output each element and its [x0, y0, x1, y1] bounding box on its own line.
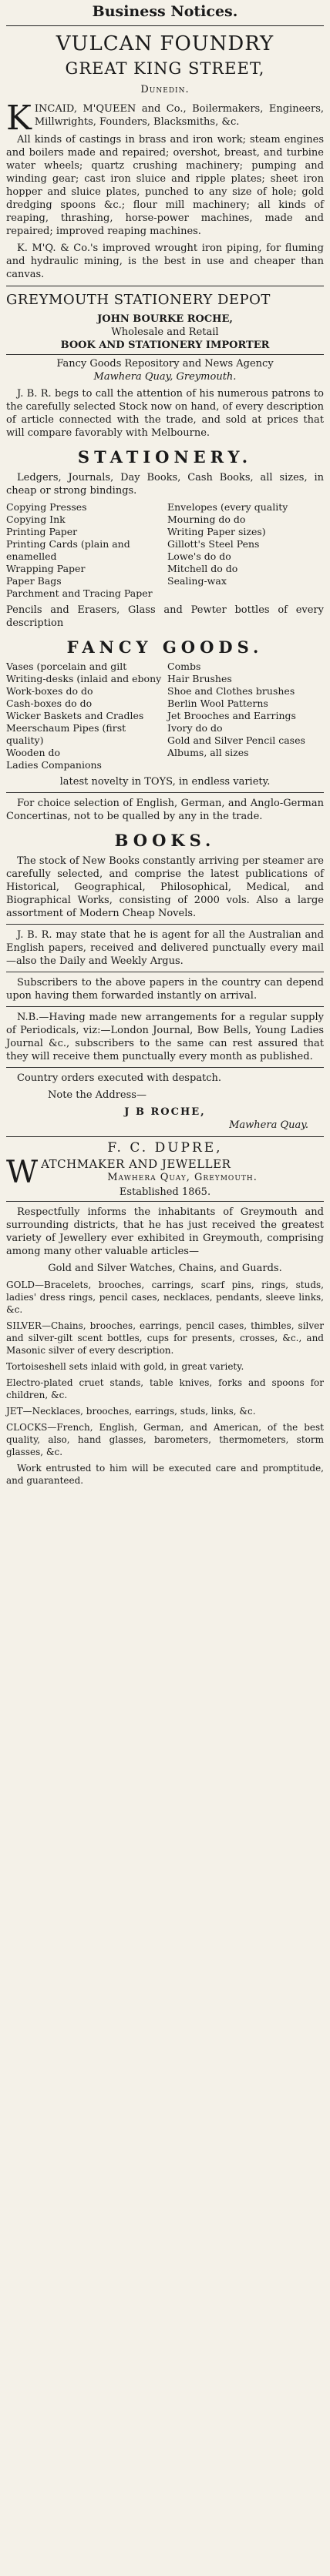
list-item: Ladies Companions	[6, 759, 102, 771]
dupre-addr: Mawhera Quay, Greymouth.	[107, 1172, 258, 1183]
vulcan-city: Dunedin.	[140, 84, 190, 95]
list-item: Lowe's do do	[167, 550, 231, 562]
list-item: CLOCKS—French, English, German, and American, of the best quality, also, hand glasses, barometers, thermometers, storm glasses, &c.	[6, 1422, 324, 1457]
list-item: Gillott's Steel Pens	[167, 538, 260, 550]
dupre-title: ATCHMAKER AND JEWELLER	[41, 1158, 231, 1171]
section-title: Business Notices.	[92, 3, 238, 20]
vulcan-body: All kinds of castings in brass and iron work; steam engines and boilers made and repaired; overshot, breast, and turbine water wheels; quartz crushing machinery; pumping and winding gear; cast iron sluice and ripple plates; sheet iron hopper and sluice plates, punched to any size of hole; gold dredging spoons &c.; flour mill machinery; all kinds of reaping, thrashing, horse-power machines, made and repaired; improved reaping machines.	[6, 134, 324, 237]
books-heading: BOOKS.	[114, 831, 216, 850]
roche-trade: Wholesale and Retail	[111, 326, 219, 338]
fancy-heading: FANCY GOODS.	[66, 637, 264, 657]
list-item: Albums, all sizes	[167, 747, 249, 758]
fancy-left	[6, 661, 163, 771]
list-item: Writing-desks (inlaid and ebony	[6, 673, 162, 684]
list-item: Wooden do	[6, 747, 61, 758]
list-item: Printing Cards (plain and enamelled	[6, 538, 130, 562]
list-item: Wicker Baskets and Cradles	[6, 710, 144, 721]
divider	[6, 25, 324, 26]
stationery-lead: Ledgers, Journals, Day Books, Cash Books, all sizes, in cheap or strong bindings.	[6, 472, 324, 497]
list-item: Parchment and Tracing Paper	[6, 587, 153, 599]
list-item: GOLD—Bracelets, brooches, carrings, scarf pins, rings, studs, ladies' dress rings, pencil cases, necklaces, pendants, sleeve links, &c.	[6, 1280, 324, 1315]
roche-name: GREYMOUTH STATIONERY DEPOT	[6, 292, 271, 308]
books-body: The stock of New Books constantly arriving per steamer are carefully selected, and comprise the latest publications of Historical, Geographical, Philosophical, Medical, and Biographical Works, consisting of 2000 vols. Also a large assortment of Modern Cheap Novels.	[6, 855, 324, 919]
dupre-close: Work entrusted to him will be executed care and promptitude, and guaranteed.	[6, 1463, 324, 1486]
dupre-items	[6, 1279, 324, 1458]
dupre-watches: Gold and Silver Watches, Chains, and Guards.	[48, 1263, 282, 1274]
vulcan-intro-text: INCAID, M'QUEEN and Co., Boilermakers, Engineers, Millwrights, Founders, Blacksmiths, &c.	[34, 103, 324, 128]
dupre-dropcap: W	[6, 1158, 39, 1186]
vulcan-pipe: K. M'Q. & Co.'s improved wrought iron piping, for fluming and hydraulic mining, is the best in use and cheaper than canvas.	[6, 243, 324, 280]
divider	[6, 924, 324, 925]
list-item: Gold and Silver Pencil cases	[167, 734, 305, 746]
list-item: Jet Brooches and Earrings	[167, 710, 296, 721]
divider	[6, 792, 324, 793]
list-item: Work-boxes do do	[6, 685, 93, 697]
roche-sig-addr: Mawhera Quay.	[229, 1119, 308, 1131]
concertinas: For choice selection of English, German, and Anglo-German Concertinas, not to be qualled by any in the trade.	[6, 798, 324, 822]
nb-note: N.B.—Having made new arrangements for a regular supply of Periodicals, viz:—London Journal, Bow Bells, Young Ladies Journal &c., subscribers to the same can rest assured that they will receive them punctually every month as published.	[6, 1012, 324, 1062]
list-item: Mitchell do do	[167, 563, 238, 574]
divider	[6, 1136, 324, 1137]
list-item: Tortoiseshell sets inlaid with gold, in great variety.	[6, 1361, 244, 1372]
list-item: Writing Paper sizes)	[167, 526, 266, 537]
list-item: Mourning do do	[167, 514, 246, 525]
list-item: Combs	[167, 661, 201, 672]
dupre-name: F. C. DUPRE,	[107, 1140, 223, 1156]
stationery-left	[6, 501, 163, 600]
vulcan-ad	[6, 32, 324, 281]
country-orders: Country orders executed with despatch.	[17, 1072, 222, 1084]
dupre-title-row	[6, 1158, 324, 1186]
agent-note: J. B. R. may state that he is agent for all the Australian and English papers, received and delivered punctually every mail—also the Daily and Weekly Argus.	[6, 929, 324, 967]
divider	[6, 1067, 324, 1068]
roche-signature: J B ROCHE,	[124, 1106, 206, 1118]
list-item: JET—Necklaces, brooches, earrings, studs, links, &c.	[6, 1406, 256, 1417]
vulcan-name: VULCAN FOUNDRY	[56, 32, 274, 55]
vulcan-intro	[6, 99, 324, 138]
subscribers-note: Subscribers to the above papers in the country can depend upon having them forwarded instantly on arrival.	[6, 977, 324, 1002]
list-item: Ivory do do	[167, 722, 223, 734]
list-item: Shoe and Clothes brushes	[167, 685, 295, 697]
list-item: Sealing-wax	[167, 575, 227, 587]
list-item: Hair Brushes	[167, 673, 232, 684]
list-item: Meerschaum Pipes (first quality)	[6, 722, 126, 746]
dupre-est: Established 1865.	[119, 1186, 211, 1198]
list-item: Copying Ink	[6, 514, 66, 525]
roche-addr: Mawhera Quay, Greymouth.	[93, 371, 237, 383]
fancy-list	[6, 661, 324, 771]
toys-line: latest novelty in TOYS, in endless variety.	[59, 776, 271, 788]
list-item: Envelopes (every quality	[167, 501, 288, 513]
list-item: Cash-boxes do do	[6, 698, 93, 709]
stationery-list	[6, 501, 324, 600]
vulcan-street: GREAT KING STREET,	[65, 59, 265, 78]
roche-intro: J. B. R. begs to call the attention of his numerous patrons to the carefully selected Stock now on hand, of every description of article connected with the trade, and sold at prices that will compare favorably with Melbourne.	[6, 388, 324, 439]
divider	[6, 1201, 324, 1202]
list-item: Vases (porcelain and gilt	[6, 661, 127, 672]
list-item: Electro-plated cruet stands, table knives, forks and spoons for children, &c.	[6, 1377, 324, 1400]
address-note: Note the Address—	[48, 1089, 146, 1101]
list-item: Copying Presses	[6, 501, 87, 513]
roche-owner: JOHN BOURKE ROCHE,	[97, 313, 233, 325]
fancy-right	[167, 661, 324, 771]
vulcan-dropcap: K	[6, 99, 32, 138]
roche-repo: Fancy Goods Repository and News Agency	[56, 358, 274, 370]
list-item: SILVER—Chains, brooches, earrings, pencil cases, thimbles, silver and silver-gilt scent bottles, cups for presents, crosses, &c., and Masonic silver of every description.	[6, 1320, 324, 1356]
list-item: Berlin Wool Patterns	[167, 698, 268, 709]
list-item: Paper Bags	[6, 575, 62, 587]
divider	[6, 354, 324, 355]
list-item: Printing Paper	[6, 526, 78, 537]
list-item: Wrapping Paper	[6, 563, 86, 574]
stationery-tail: Pencils and Erasers, Glass and Pewter bottles of every description	[6, 604, 324, 629]
dupre-intro: Respectfully informs the inhabitants of Greymouth and surrounding districts, that he has just received the greatest variety of Jewellery ever exhibited in Greymouth, comprising among many other valuable articles—	[6, 1206, 324, 1257]
stationery-heading: STATIONERY.	[77, 447, 253, 467]
stationery-right	[167, 501, 324, 600]
roche-line: BOOK AND STATIONERY IMPORTER	[60, 340, 270, 351]
roche-ad	[6, 291, 324, 1132]
dupre-ad	[6, 1142, 324, 1487]
divider	[6, 1006, 324, 1007]
